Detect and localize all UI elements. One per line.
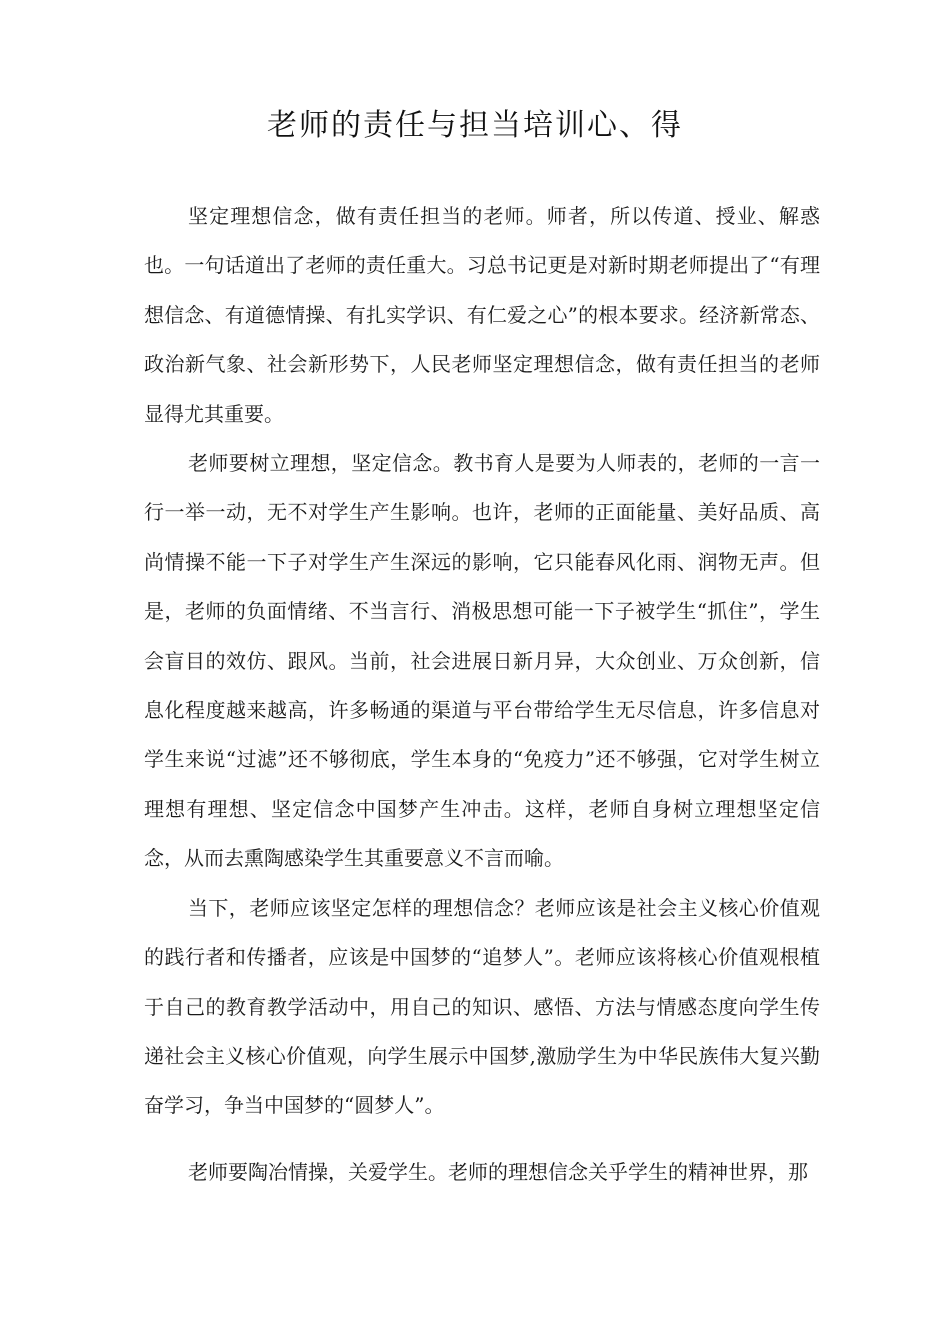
document-title: 老师的责任与担当培训心、得: [267, 108, 683, 143]
paragraph: 当下，老师应该坚定怎样的理想信念？老师应该是社会主义核心价值观的践行者和传播者，应该是中国梦的“追梦人”。老师应该将核心价值观根植于自己的教育教学活动中，用自己的知识、感悟、方法与情感态度向学生传递社会主义核心价值观，向学生展示中国梦,激励学生为中华民族伟大复兴勤奋学习，争当中国梦的“圆梦人”。: [144, 895, 820, 1118]
paragraph: 老师要陶冶情操，关爱学生。老师的理想信念关乎学生的精神世界，那: [188, 1159, 808, 1184]
paragraph: 老师要树立理想，坚定信念。教书育人是要为人师表的，老师的一言一行一举一动，无不对学生产生影响。也许，老师的正面能量、美好品质、高尚情操不能一下子对学生产生深远的影响，它只能春风化雨、润物无声。但是，老师的负面情绪、不当言行、消极思想可能一下子被学生“抓住”，学生会盲目的效仿、跟风。当前，社会进展日新月异，大众创业、万众创新，信息化程度越来越高，许多畅通的渠道与平台带给学生无尽信息，许多信息对学生来说“过滤”还不够彻底，学生本身的“免疫力”还不够强，它对学生树立理想有理想、坚定信念中国梦产生冲击。这样，老师自身树立理想坚定信念，从而去熏陶感染学生其重要意义不言而喻。: [144, 451, 820, 871]
document-body: [144, 192, 820, 1197]
paragraph: 坚定理想信念，做有责任担当的老师。师者，所以传道、授业、解惑也。一句话道出了老师的责任重大。习总书记更是对新时期老师提出了“有理想信念、有道德情操、有扎实学识、有仁爱之心”的根本要求。经济新常态、政治新气象、社会新形势下，人民老师坚定理想信念，做有责任担当的老师显得尤其重要。: [144, 204, 820, 426]
